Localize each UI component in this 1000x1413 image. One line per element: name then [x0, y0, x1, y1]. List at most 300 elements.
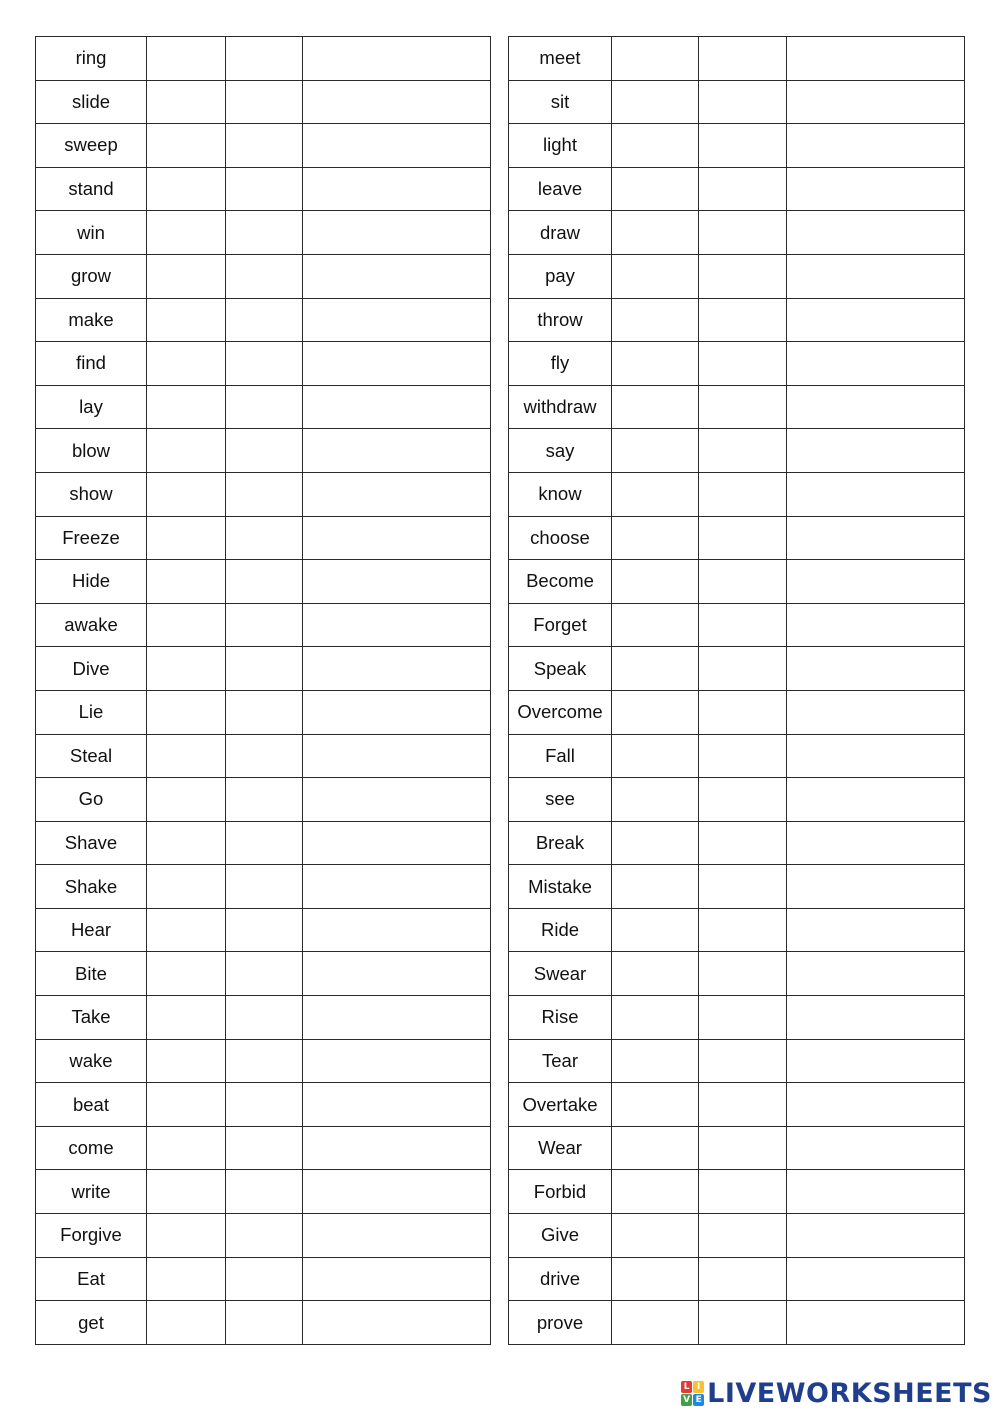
liveworksheets-logo — [681, 1376, 992, 1410]
past-simple-input[interactable] — [612, 472, 699, 516]
verb-cell: Tear — [509, 1039, 612, 1083]
past-participle-input[interactable] — [699, 996, 787, 1040]
past-participle-input[interactable] — [226, 778, 303, 822]
past-participle-input[interactable] — [699, 1214, 787, 1258]
past-participle-input[interactable] — [699, 734, 787, 778]
verb-cell: meet — [509, 37, 612, 81]
past-simple-input[interactable] — [612, 211, 699, 255]
translation-input[interactable] — [787, 1214, 965, 1258]
verb-cell: come — [36, 1126, 147, 1170]
past-participle-input[interactable] — [226, 516, 303, 560]
verb-cell: Swear — [509, 952, 612, 996]
past-simple-input[interactable] — [612, 1126, 699, 1170]
verb-cell: Eat — [36, 1257, 147, 1301]
translation-input[interactable] — [787, 472, 965, 516]
verb-row — [36, 1170, 491, 1214]
translation-input[interactable] — [303, 952, 491, 996]
past-simple-input[interactable] — [147, 80, 226, 124]
past-participle-input[interactable] — [699, 1257, 787, 1301]
translation-input[interactable] — [303, 908, 491, 952]
verb-cell: Overtake — [509, 1083, 612, 1127]
past-simple-input[interactable] — [612, 647, 699, 691]
verb-row — [36, 1257, 491, 1301]
verb-row — [36, 429, 491, 473]
translation-input[interactable] — [787, 690, 965, 734]
past-simple-input[interactable] — [612, 1214, 699, 1258]
past-simple-input[interactable] — [147, 385, 226, 429]
verb-cell: Give — [509, 1214, 612, 1258]
logo-badge-letter: E — [693, 1394, 704, 1406]
past-simple-input[interactable] — [147, 952, 226, 996]
past-simple-input[interactable] — [147, 603, 226, 647]
past-simple-input[interactable] — [147, 647, 226, 691]
translation-input[interactable] — [787, 342, 965, 386]
verb-row — [36, 211, 491, 255]
verb-row — [36, 298, 491, 342]
verb-cell: draw — [509, 211, 612, 255]
verb-row — [509, 952, 965, 996]
translation-input[interactable] — [787, 211, 965, 255]
past-simple-input[interactable] — [147, 560, 226, 604]
verb-cell: stand — [36, 167, 147, 211]
verb-cell: Dive — [36, 647, 147, 691]
past-participle-input[interactable] — [226, 647, 303, 691]
past-participle-input[interactable] — [226, 37, 303, 81]
past-participle-input[interactable] — [699, 342, 787, 386]
verb-row — [36, 342, 491, 386]
past-participle-input[interactable] — [226, 124, 303, 168]
past-simple-input[interactable] — [612, 516, 699, 560]
translation-input[interactable] — [787, 37, 965, 81]
past-simple-input[interactable] — [612, 778, 699, 822]
verb-row — [36, 734, 491, 778]
verb-cell: light — [509, 124, 612, 168]
past-participle-input[interactable] — [699, 254, 787, 298]
past-simple-input[interactable] — [612, 342, 699, 386]
past-simple-input[interactable] — [147, 778, 226, 822]
past-simple-input[interactable] — [612, 865, 699, 909]
past-participle-input[interactable] — [226, 908, 303, 952]
verb-cell: write — [36, 1170, 147, 1214]
past-simple-input[interactable] — [147, 1214, 226, 1258]
logo-text: LIVEWORKSHEETS — [707, 1377, 992, 1409]
verb-cell: Forbid — [509, 1170, 612, 1214]
verb-cell: say — [509, 429, 612, 473]
verb-row — [36, 472, 491, 516]
verb-row — [509, 385, 965, 429]
translation-input[interactable] — [303, 80, 491, 124]
verb-table-left — [35, 36, 491, 1345]
past-participle-input[interactable] — [699, 516, 787, 560]
past-participle-input[interactable] — [226, 80, 303, 124]
translation-input[interactable] — [787, 1301, 965, 1345]
verb-row — [509, 472, 965, 516]
verb-row — [509, 1257, 965, 1301]
past-participle-input[interactable] — [226, 1126, 303, 1170]
past-participle-input[interactable] — [699, 647, 787, 691]
translation-input[interactable] — [303, 385, 491, 429]
translation-input[interactable] — [303, 778, 491, 822]
past-simple-input[interactable] — [612, 952, 699, 996]
verb-cell: beat — [36, 1083, 147, 1127]
translation-input[interactable] — [303, 254, 491, 298]
past-participle-input[interactable] — [699, 1083, 787, 1127]
past-simple-input[interactable] — [612, 734, 699, 778]
past-simple-input[interactable] — [612, 908, 699, 952]
verb-row — [36, 167, 491, 211]
past-simple-input[interactable] — [147, 167, 226, 211]
verb-cell: Forgive — [36, 1214, 147, 1258]
translation-input[interactable] — [303, 516, 491, 560]
verb-cell: fly — [509, 342, 612, 386]
translation-input[interactable] — [303, 1126, 491, 1170]
verb-row — [509, 516, 965, 560]
translation-input[interactable] — [303, 734, 491, 778]
past-simple-input[interactable] — [147, 908, 226, 952]
past-participle-input[interactable] — [226, 1301, 303, 1345]
past-participle-input[interactable] — [699, 1301, 787, 1345]
verb-row — [36, 1214, 491, 1258]
past-participle-input[interactable] — [699, 603, 787, 647]
verb-cell: Lie — [36, 690, 147, 734]
translation-input[interactable] — [787, 167, 965, 211]
verb-cell: Become — [509, 560, 612, 604]
past-participle-input[interactable] — [699, 385, 787, 429]
past-participle-input[interactable] — [226, 996, 303, 1040]
translation-input[interactable] — [303, 1170, 491, 1214]
past-simple-input[interactable] — [147, 865, 226, 909]
verb-row — [36, 80, 491, 124]
translation-input[interactable] — [303, 298, 491, 342]
verb-cell: Hear — [36, 908, 147, 952]
verb-row — [509, 124, 965, 168]
translation-input[interactable] — [303, 1214, 491, 1258]
translation-input[interactable] — [303, 37, 491, 81]
translation-input[interactable] — [303, 429, 491, 473]
verb-cell: Overcome — [509, 690, 612, 734]
past-simple-input[interactable] — [147, 429, 226, 473]
verb-row — [36, 821, 491, 865]
past-simple-input[interactable] — [612, 124, 699, 168]
verb-cell: get — [36, 1301, 147, 1345]
translation-input[interactable] — [787, 385, 965, 429]
past-simple-input[interactable] — [147, 1170, 226, 1214]
verb-row — [36, 124, 491, 168]
past-participle-input[interactable] — [226, 472, 303, 516]
verb-cell: slide — [36, 80, 147, 124]
verb-row — [509, 429, 965, 473]
translation-input[interactable] — [303, 821, 491, 865]
verb-cell: Go — [36, 778, 147, 822]
verb-cell: lay — [36, 385, 147, 429]
translation-input[interactable] — [787, 865, 965, 909]
verb-row — [509, 778, 965, 822]
past-participle-input[interactable] — [699, 1170, 787, 1214]
past-simple-input[interactable] — [612, 429, 699, 473]
translation-input[interactable] — [787, 1126, 965, 1170]
past-participle-input[interactable] — [226, 690, 303, 734]
past-participle-input[interactable] — [226, 167, 303, 211]
logo-badge-letter: L — [681, 1381, 692, 1393]
verb-cell: Hide — [36, 560, 147, 604]
verb-row — [509, 298, 965, 342]
verb-row — [36, 1126, 491, 1170]
verb-cell: sweep — [36, 124, 147, 168]
past-simple-input[interactable] — [147, 734, 226, 778]
past-participle-input[interactable] — [699, 472, 787, 516]
translation-input[interactable] — [787, 298, 965, 342]
verb-row — [509, 734, 965, 778]
verb-row — [509, 1214, 965, 1258]
past-simple-input[interactable] — [147, 1083, 226, 1127]
past-simple-input[interactable] — [612, 1083, 699, 1127]
verb-cell: awake — [36, 603, 147, 647]
verb-row — [36, 908, 491, 952]
translation-input[interactable] — [303, 167, 491, 211]
logo-badge-letter: V — [681, 1394, 692, 1406]
translation-input[interactable] — [787, 603, 965, 647]
verb-cell: show — [36, 472, 147, 516]
past-participle-input[interactable] — [226, 385, 303, 429]
verb-cell: Take — [36, 996, 147, 1040]
verb-cell: throw — [509, 298, 612, 342]
verb-cell: Steal — [36, 734, 147, 778]
past-simple-input[interactable] — [612, 690, 699, 734]
verb-row — [509, 690, 965, 734]
past-participle-input[interactable] — [699, 429, 787, 473]
translation-input[interactable] — [787, 1039, 965, 1083]
verb-cell: Forget — [509, 603, 612, 647]
past-participle-input[interactable] — [699, 167, 787, 211]
verb-row — [509, 1170, 965, 1214]
past-participle-input[interactable] — [226, 734, 303, 778]
past-participle-input[interactable] — [226, 821, 303, 865]
past-participle-input[interactable] — [699, 80, 787, 124]
translation-input[interactable] — [787, 80, 965, 124]
verb-row — [509, 821, 965, 865]
past-participle-input[interactable] — [226, 952, 303, 996]
verb-row — [509, 211, 965, 255]
translation-input[interactable] — [787, 124, 965, 168]
verb-cell: find — [36, 342, 147, 386]
translation-input[interactable] — [303, 1083, 491, 1127]
verb-row — [36, 1301, 491, 1345]
past-simple-input[interactable] — [147, 1301, 226, 1345]
verb-row — [36, 952, 491, 996]
past-simple-input[interactable] — [612, 254, 699, 298]
past-simple-input[interactable] — [612, 80, 699, 124]
past-participle-input[interactable] — [226, 560, 303, 604]
past-simple-input[interactable] — [612, 821, 699, 865]
verb-row — [509, 1039, 965, 1083]
verb-cell: grow — [36, 254, 147, 298]
past-participle-input[interactable] — [699, 1039, 787, 1083]
past-participle-input[interactable] — [699, 37, 787, 81]
verb-row — [509, 1126, 965, 1170]
translation-input[interactable] — [303, 996, 491, 1040]
verb-table-right — [508, 36, 965, 1345]
past-simple-input[interactable] — [147, 298, 226, 342]
verb-cell: Shake — [36, 865, 147, 909]
verb-row — [36, 254, 491, 298]
translation-input[interactable] — [303, 1301, 491, 1345]
translation-input[interactable] — [787, 734, 965, 778]
verb-cell: choose — [509, 516, 612, 560]
verb-row — [509, 1301, 965, 1345]
past-participle-input[interactable] — [699, 778, 787, 822]
verb-row — [509, 1083, 965, 1127]
past-participle-input[interactable] — [226, 1214, 303, 1258]
verb-row — [36, 560, 491, 604]
past-simple-input[interactable] — [147, 516, 226, 560]
verb-cell: Ride — [509, 908, 612, 952]
past-simple-input[interactable] — [612, 167, 699, 211]
verb-cell: pay — [509, 254, 612, 298]
verb-cell: Freeze — [36, 516, 147, 560]
past-participle-input[interactable] — [226, 1083, 303, 1127]
past-participle-input[interactable] — [226, 429, 303, 473]
past-simple-input[interactable] — [612, 1257, 699, 1301]
verb-cell: Break — [509, 821, 612, 865]
past-simple-input[interactable] — [147, 1039, 226, 1083]
past-participle-input[interactable] — [226, 1039, 303, 1083]
translation-input[interactable] — [787, 254, 965, 298]
past-simple-input[interactable] — [612, 560, 699, 604]
past-simple-input[interactable] — [147, 254, 226, 298]
past-participle-input[interactable] — [699, 952, 787, 996]
verb-cell: wake — [36, 1039, 147, 1083]
verb-cell: Fall — [509, 734, 612, 778]
translation-input[interactable] — [787, 821, 965, 865]
translation-input[interactable] — [787, 908, 965, 952]
translation-input[interactable] — [303, 865, 491, 909]
verb-row — [36, 603, 491, 647]
translation-input[interactable] — [787, 429, 965, 473]
past-participle-input[interactable] — [699, 298, 787, 342]
verb-cell: leave — [509, 167, 612, 211]
verb-cell: Wear — [509, 1126, 612, 1170]
verb-row — [36, 1083, 491, 1127]
verb-row — [36, 647, 491, 691]
past-participle-input[interactable] — [226, 865, 303, 909]
past-participle-input[interactable] — [699, 908, 787, 952]
translation-input[interactable] — [787, 996, 965, 1040]
verb-row — [509, 647, 965, 691]
past-participle-input[interactable] — [226, 603, 303, 647]
past-simple-input[interactable] — [612, 1039, 699, 1083]
translation-input[interactable] — [303, 472, 491, 516]
past-participle-input[interactable] — [226, 211, 303, 255]
verb-cell: make — [36, 298, 147, 342]
past-participle-input[interactable] — [226, 342, 303, 386]
translation-input[interactable] — [303, 647, 491, 691]
past-participle-input[interactable] — [699, 560, 787, 604]
past-participle-input[interactable] — [699, 690, 787, 734]
past-participle-input[interactable] — [226, 1170, 303, 1214]
verb-row — [509, 342, 965, 386]
past-simple-input[interactable] — [612, 603, 699, 647]
translation-input[interactable] — [787, 647, 965, 691]
verb-row — [36, 778, 491, 822]
past-simple-input[interactable] — [612, 298, 699, 342]
verb-row — [36, 690, 491, 734]
past-simple-input[interactable] — [147, 342, 226, 386]
verb-cell: blow — [36, 429, 147, 473]
past-simple-input[interactable] — [147, 821, 226, 865]
past-participle-input[interactable] — [226, 298, 303, 342]
translation-input[interactable] — [303, 1039, 491, 1083]
verb-row — [509, 37, 965, 81]
translation-input[interactable] — [303, 342, 491, 386]
past-simple-input[interactable] — [612, 1170, 699, 1214]
verb-row — [509, 167, 965, 211]
verb-cell: ring — [36, 37, 147, 81]
translation-input[interactable] — [303, 560, 491, 604]
translation-input[interactable] — [303, 211, 491, 255]
past-simple-input[interactable] — [147, 124, 226, 168]
past-simple-input[interactable] — [147, 690, 226, 734]
verb-row — [509, 254, 965, 298]
translation-input[interactable] — [787, 560, 965, 604]
past-simple-input[interactable] — [147, 37, 226, 81]
past-participle-input[interactable] — [699, 865, 787, 909]
past-participle-input[interactable] — [226, 254, 303, 298]
past-simple-input[interactable] — [147, 211, 226, 255]
verb-cell: Bite — [36, 952, 147, 996]
verb-row — [36, 37, 491, 81]
translation-input[interactable] — [303, 690, 491, 734]
translation-input[interactable] — [303, 603, 491, 647]
verb-row — [36, 385, 491, 429]
past-participle-input[interactable] — [699, 124, 787, 168]
verb-cell: Mistake — [509, 865, 612, 909]
past-simple-input[interactable] — [147, 472, 226, 516]
verb-row — [36, 1039, 491, 1083]
past-participle-input[interactable] — [699, 1126, 787, 1170]
translation-input[interactable] — [787, 516, 965, 560]
past-simple-input[interactable] — [147, 996, 226, 1040]
past-participle-input[interactable] — [699, 211, 787, 255]
past-simple-input[interactable] — [147, 1257, 226, 1301]
verb-row — [509, 908, 965, 952]
liveworksheets-logo-icon — [681, 1379, 705, 1407]
past-simple-input[interactable] — [147, 1126, 226, 1170]
translation-input[interactable] — [303, 124, 491, 168]
translation-input[interactable] — [303, 1257, 491, 1301]
verb-cell: Rise — [509, 996, 612, 1040]
translation-input[interactable] — [787, 1257, 965, 1301]
past-participle-input[interactable] — [699, 821, 787, 865]
past-simple-input[interactable] — [612, 1301, 699, 1345]
translation-input[interactable] — [787, 1170, 965, 1214]
past-simple-input[interactable] — [612, 996, 699, 1040]
verb-row — [36, 516, 491, 560]
translation-input[interactable] — [787, 778, 965, 822]
verb-cell: Speak — [509, 647, 612, 691]
verb-cell: withdraw — [509, 385, 612, 429]
verb-cell: Shave — [36, 821, 147, 865]
verb-cell: sit — [509, 80, 612, 124]
past-simple-input[interactable] — [612, 385, 699, 429]
translation-input[interactable] — [787, 1083, 965, 1127]
translation-input[interactable] — [787, 952, 965, 996]
verb-row — [509, 560, 965, 604]
past-participle-input[interactable] — [226, 1257, 303, 1301]
verb-cell: see — [509, 778, 612, 822]
verb-row — [509, 80, 965, 124]
past-simple-input[interactable] — [612, 37, 699, 81]
logo-badge-letter: I — [693, 1381, 704, 1393]
